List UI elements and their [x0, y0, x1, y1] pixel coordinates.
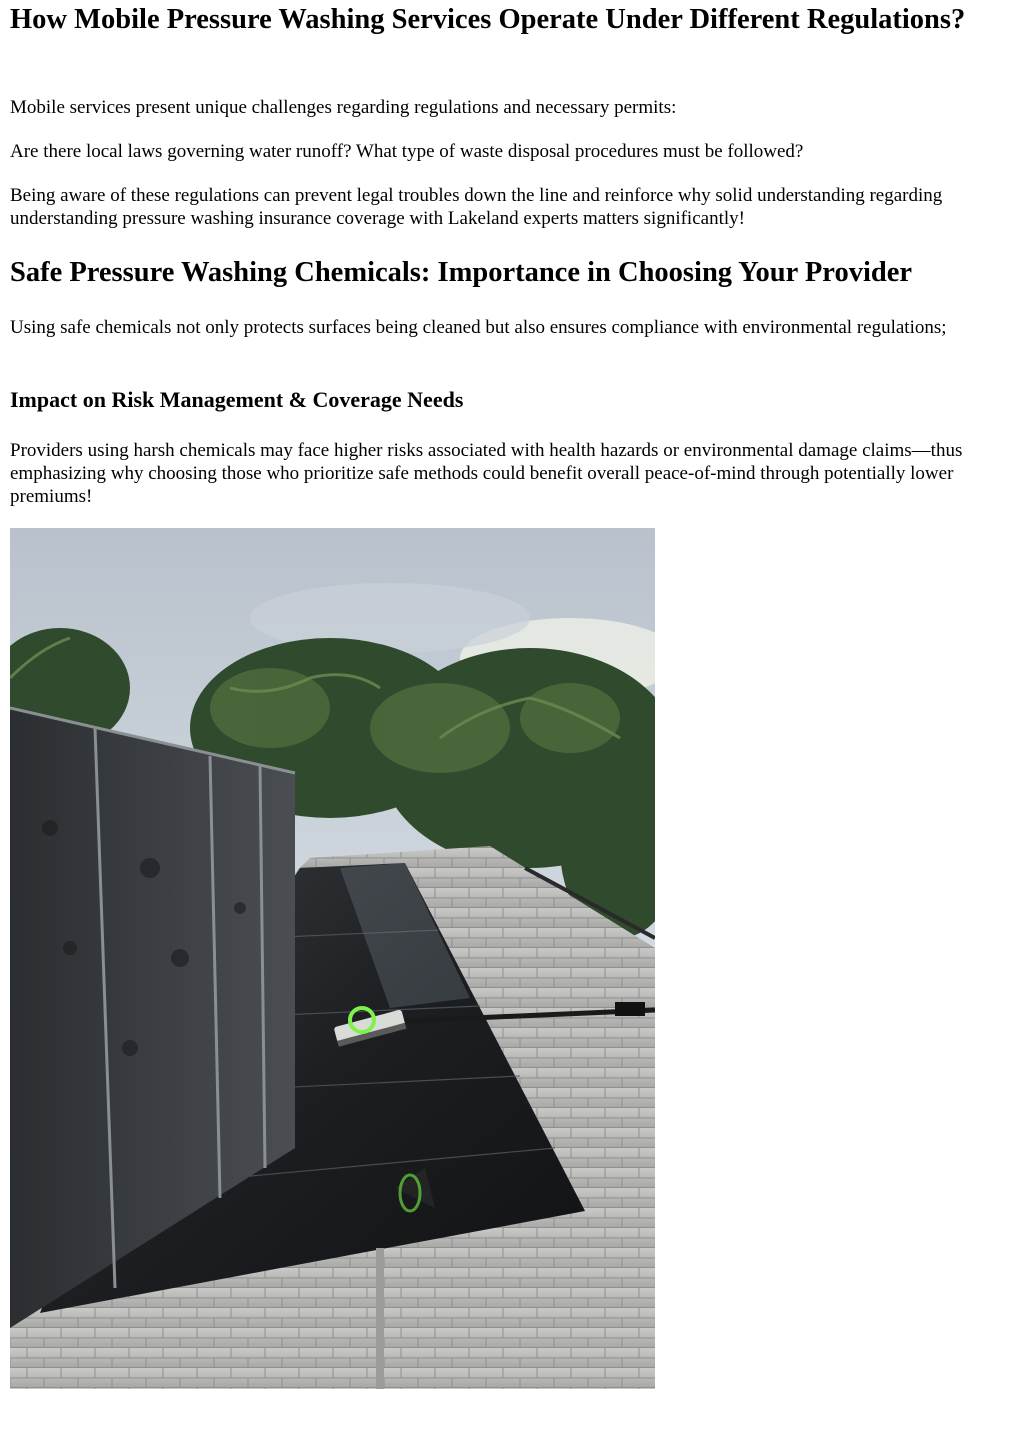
paragraph-safe-chemicals: Using safe chemicals not only protects surfaces being cleaned but also ensures compliance with environmental regulations; — [10, 317, 947, 338]
heading-safe-chemicals: Safe Pressure Washing Chemicals: Importance in Choosing Your Provider — [10, 257, 913, 288]
heading-mobile-regulations: How Mobile Pressure Washing Services Operate Under Different Regulations? — [10, 4, 966, 35]
paragraph-mobile-intro: Mobile services present unique challenges regarding regulations and necessary permits: — [10, 97, 677, 118]
solar-panel-cleaning-photo — [10, 528, 655, 1389]
paragraph-risk-management: Providers using harsh chemicals may face higher risks associated with health hazards or environmental damage claims—thus emphasizing why choosing those who prioritize safe methods could benefit overall peace-of-mind through potentially lower premiums! — [10, 440, 963, 507]
paragraph-mobile-questions: Are there local laws governing water runoff? What type of waste disposal procedures must be followed? — [10, 141, 804, 162]
heading-risk-management: Impact on Risk Management & Coverage Needs — [10, 387, 464, 412]
paragraph-mobile-conclusion: Being aware of these regulations can prevent legal troubles down the line and reinforce why solid understanding regarding understanding pressure washing insurance coverage with Lakeland experts matters significantly! — [10, 185, 943, 229]
